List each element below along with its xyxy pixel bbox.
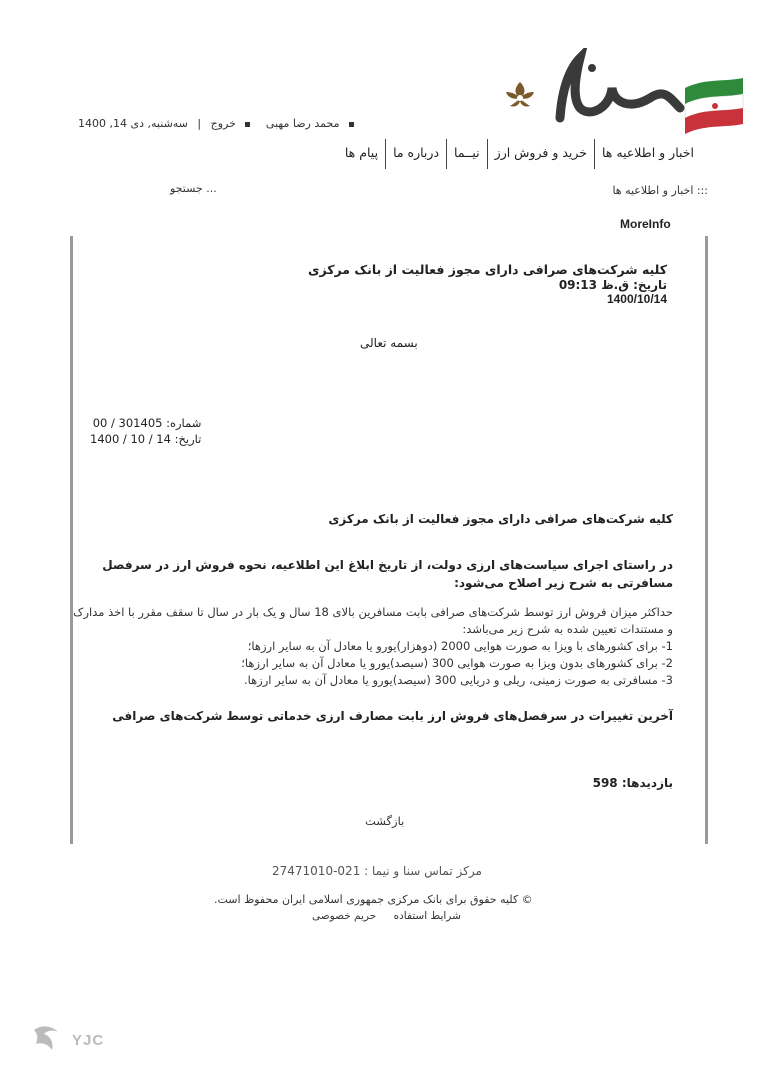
letter-heading: کلیه شرکت‌های صرافی دارای مجوز فعالیت از بانک مرکزی bbox=[328, 512, 673, 526]
logout-link[interactable]: خروج bbox=[210, 117, 236, 130]
bismillah: بسمه تعالی bbox=[360, 336, 418, 350]
latest-changes-link[interactable]: آخرین تغییرات در سرفصل‌های فروش ارز بابت مصارف ارزی خدماتی توسط شرکت‌های صرافی bbox=[112, 709, 673, 723]
breadcrumb[interactable]: ::: اخبار و اطلاعیه ها bbox=[612, 184, 708, 197]
user-bar bbox=[40, 117, 360, 135]
iran-flag-icon bbox=[685, 78, 743, 134]
main-nav bbox=[338, 139, 701, 169]
footer-copyright: © کلیه حقوق برای بانک مرکزی جمهوری اسلامی ایران محفوظ است. bbox=[214, 893, 533, 906]
watermark-text: YJC bbox=[72, 1032, 105, 1049]
article-title: کلیه شرکت‌های صرافی دارای مجوز فعالیت از بانک مرکزی bbox=[308, 262, 667, 277]
back-link[interactable]: بازگشت bbox=[365, 814, 405, 828]
letter-number: شماره: 301405 / 00 bbox=[92, 416, 202, 430]
nav-nima[interactable]: نیــما bbox=[446, 139, 487, 169]
section-title: MoreInfo bbox=[620, 217, 671, 231]
letter-intro: در راستای اجرای سیاست‌های ارزی دولت، از تاریخ ابلاغ این اطلاعیه، نحوه فروش ارز در سرفصل مسافرتی به شرح زیر اصلاح می‌شود: bbox=[102, 558, 673, 590]
article-date bbox=[559, 278, 667, 306]
footer-links bbox=[298, 910, 461, 922]
current-date: سه‌شنبه, دی 14, 1400 bbox=[78, 117, 188, 130]
search-link[interactable]: جستجو ... bbox=[170, 182, 217, 195]
list-item: 3- مسافرتی به صورت زمینی، ریلی و دریایی 300 (سیصد)یورو یا معادل آن به سایر ارزها. bbox=[243, 673, 673, 687]
letter-number-block bbox=[90, 415, 201, 447]
nav-currency-trade[interactable]: خرید و فروش ارز bbox=[487, 139, 594, 169]
content-panel bbox=[70, 236, 708, 844]
sana-calligraphy-icon bbox=[560, 58, 680, 118]
privacy-link[interactable]: حریم خصوصی bbox=[312, 910, 377, 922]
bullet-icon bbox=[349, 122, 354, 127]
nav-messages[interactable]: پیام ها bbox=[344, 145, 379, 160]
terms-link[interactable]: شرایط استفاده bbox=[393, 910, 461, 922]
article-date-label: تاریخ: ق.ظ 09:13 bbox=[558, 278, 667, 292]
yjc-logo-icon bbox=[28, 1022, 68, 1058]
article-date-value: 1400/10/14 bbox=[606, 292, 667, 306]
letter-date: تاریخ: 14 / 10 / 1400 bbox=[90, 432, 202, 446]
letter-body bbox=[73, 604, 673, 689]
separator: | bbox=[197, 117, 202, 130]
body-paragraph: حداکثر میزان فروش ارز توسط شرکت‌های صرافی بابت مسافرین بالای 18 سال و یک بار در سال تا سقف مقرر با اخذ مدارک و مستندات تعیین شده به شرح زیر می‌باشد: bbox=[73, 605, 673, 636]
sana-logo bbox=[500, 48, 745, 138]
yjc-watermark bbox=[28, 1022, 108, 1058]
footer-contact: مرکز تماس سنا و نیما : 021-27471010 bbox=[272, 864, 482, 878]
bullet-icon bbox=[245, 122, 250, 127]
flower-emblem-icon bbox=[506, 82, 534, 107]
nav-news[interactable]: اخبار و اطلاعیه ها bbox=[594, 139, 701, 169]
list-item: 1- برای کشورهای با ویزا به صورت هوایی 2000 (دوهزار)یورو یا معادل آن به سایر ارزها؛ bbox=[247, 639, 673, 653]
nav-about[interactable]: درباره ما bbox=[385, 139, 446, 169]
visit-count: بازدیدها: 598 bbox=[592, 776, 673, 790]
user-name[interactable]: محمد رضا مهبی bbox=[265, 117, 340, 130]
list-item: 2- برای کشورهای بدون ویزا به صورت هوایی 300 (سیصد)یورو یا معادل آن به سایر ارزها؛ bbox=[241, 656, 673, 670]
